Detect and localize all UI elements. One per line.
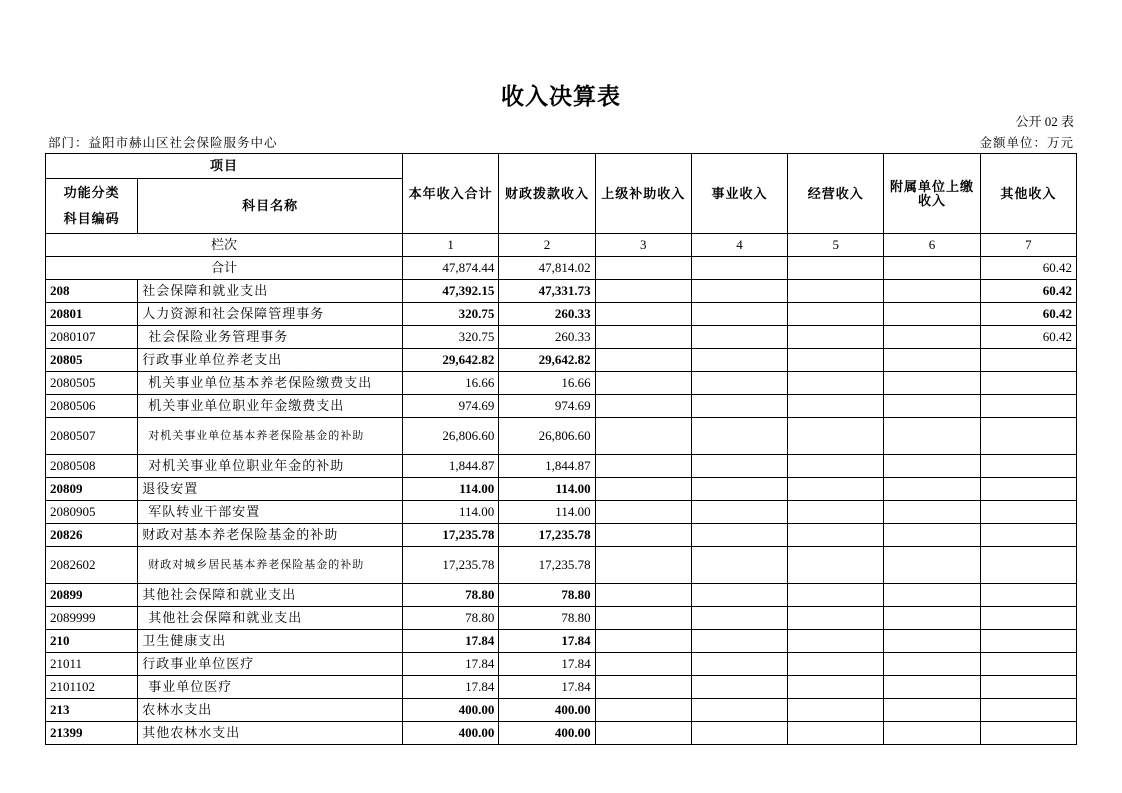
row-operating-income [788, 630, 884, 653]
row-superior-subsidy [595, 607, 691, 630]
row-code: 20805 [46, 349, 138, 372]
row-business-income [691, 372, 787, 395]
row-subject-name: 其他社会保障和就业支出 [138, 584, 403, 607]
row-fiscal-appropriation: 26,806.60 [499, 418, 595, 455]
row-other-income [980, 395, 1076, 418]
table-row [46, 722, 1077, 745]
row-business-income [691, 524, 787, 547]
row-business-income [691, 676, 787, 699]
header-row-1 [46, 154, 1077, 179]
row-operating-income [788, 349, 884, 372]
row-other-income: 60.42 [980, 326, 1076, 349]
row-fiscal-appropriation: 47,331.73 [499, 280, 595, 303]
row-total-income: 400.00 [403, 722, 499, 745]
row-business-income [691, 418, 787, 455]
column-index-3: 3 [595, 234, 691, 257]
row-total-income: 29,642.82 [403, 349, 499, 372]
row-code: 20809 [46, 478, 138, 501]
header-subject-name: 科目名称 [138, 179, 403, 234]
total-operating-income [788, 257, 884, 280]
row-superior-subsidy [595, 653, 691, 676]
row-subject-name: 机关事业单位职业年金缴费支出 [138, 395, 403, 418]
total-affiliated-payment [884, 257, 980, 280]
header-func-code-line2: 科目编码 [63, 211, 120, 226]
row-other-income [980, 455, 1076, 478]
row-business-income [691, 584, 787, 607]
row-subject-name: 其他农林水支出 [138, 722, 403, 745]
row-subject-name: 行政事业单位医疗 [138, 653, 403, 676]
row-affiliated-payment [884, 722, 980, 745]
row-code: 2080505 [46, 372, 138, 395]
row-other-income [980, 372, 1076, 395]
row-total-income: 17,235.78 [403, 524, 499, 547]
row-operating-income [788, 455, 884, 478]
row-fiscal-appropriation: 974.69 [499, 395, 595, 418]
column-index-5: 5 [788, 234, 884, 257]
row-total-income: 78.80 [403, 607, 499, 630]
department-label: 部门：益阳市赫山区社会保险服务中心 [48, 135, 278, 150]
row-superior-subsidy [595, 524, 691, 547]
row-superior-subsidy [595, 455, 691, 478]
row-fiscal-appropriation: 114.00 [499, 478, 595, 501]
row-operating-income [788, 547, 884, 584]
row-total-income: 974.69 [403, 395, 499, 418]
row-affiliated-payment [884, 455, 980, 478]
row-total-income: 78.80 [403, 584, 499, 607]
row-subject-name: 军队转业干部安置 [138, 501, 403, 524]
row-business-income [691, 699, 787, 722]
header-fiscal-appropriation: 财政拨款收入 [499, 154, 595, 234]
row-superior-subsidy [595, 303, 691, 326]
row-business-income [691, 280, 787, 303]
total-fiscal-appropriation: 47,814.02 [499, 257, 595, 280]
row-code: 2089999 [46, 607, 138, 630]
row-fiscal-appropriation: 1,844.87 [499, 455, 595, 478]
row-operating-income [788, 653, 884, 676]
row-affiliated-payment [884, 395, 980, 418]
table-row [46, 699, 1077, 722]
row-business-income [691, 630, 787, 653]
row-superior-subsidy [595, 699, 691, 722]
row-other-income [980, 699, 1076, 722]
table-row [46, 630, 1077, 653]
row-total-income: 320.75 [403, 303, 499, 326]
row-code: 20801 [46, 303, 138, 326]
total-other-income: 60.42 [980, 257, 1076, 280]
row-fiscal-appropriation: 17,235.78 [499, 524, 595, 547]
row-affiliated-payment [884, 676, 980, 699]
row-other-income: 60.42 [980, 280, 1076, 303]
row-fiscal-appropriation: 114.00 [499, 501, 595, 524]
row-affiliated-payment [884, 699, 980, 722]
row-subject-name: 财政对城乡居民基本养老保险基金的补助 [138, 547, 403, 584]
row-subject-name: 社会保障和就业支出 [138, 280, 403, 303]
total-superior-subsidy [595, 257, 691, 280]
header-business-income: 事业收入 [691, 154, 787, 234]
row-affiliated-payment [884, 418, 980, 455]
total-business-income [691, 257, 787, 280]
row-code: 208 [46, 280, 138, 303]
row-business-income [691, 547, 787, 584]
row-business-income [691, 501, 787, 524]
row-operating-income [788, 722, 884, 745]
row-operating-income [788, 326, 884, 349]
header-func-code [46, 179, 138, 234]
row-superior-subsidy [595, 395, 691, 418]
row-total-income: 16.66 [403, 372, 499, 395]
row-fiscal-appropriation: 17.84 [499, 653, 595, 676]
row-affiliated-payment [884, 349, 980, 372]
row-superior-subsidy [595, 372, 691, 395]
table-row [46, 326, 1077, 349]
row-code: 2082602 [46, 547, 138, 584]
row-subject-name: 对机关事业单位基本养老保险基金的补助 [138, 418, 403, 455]
table-row [46, 607, 1077, 630]
row-superior-subsidy [595, 478, 691, 501]
row-superior-subsidy [595, 584, 691, 607]
row-operating-income [788, 418, 884, 455]
row-code: 2080905 [46, 501, 138, 524]
row-subject-name: 对机关事业单位职业年金的补助 [138, 455, 403, 478]
row-other-income [980, 478, 1076, 501]
row-fiscal-appropriation: 29,642.82 [499, 349, 595, 372]
row-subject-name: 退役安置 [138, 478, 403, 501]
table-row [46, 547, 1077, 584]
row-operating-income [788, 584, 884, 607]
row-code: 20899 [46, 584, 138, 607]
row-affiliated-payment [884, 607, 980, 630]
row-operating-income [788, 607, 884, 630]
row-business-income [691, 303, 787, 326]
header-affiliated-line2: 收入 [918, 192, 947, 208]
row-other-income [980, 418, 1076, 455]
row-affiliated-payment [884, 478, 980, 501]
header-item: 项目 [46, 154, 403, 179]
total-total-income: 47,874.44 [403, 257, 499, 280]
row-superior-subsidy [595, 280, 691, 303]
row-other-income [980, 676, 1076, 699]
row-total-income: 47,392.15 [403, 280, 499, 303]
row-business-income [691, 349, 787, 372]
row-operating-income [788, 676, 884, 699]
row-fiscal-appropriation: 16.66 [499, 372, 595, 395]
row-operating-income [788, 372, 884, 395]
header-superior-subsidy: 上级补助收入 [595, 154, 691, 234]
total-row [46, 257, 1077, 280]
header-affiliated-payment [884, 154, 980, 234]
row-operating-income [788, 395, 884, 418]
header-affiliated-line1: 附属单位上缴 [890, 178, 975, 194]
row-business-income [691, 395, 787, 418]
row-code: 2080507 [46, 418, 138, 455]
table-row [46, 349, 1077, 372]
table-body [46, 154, 1077, 745]
row-total-income: 1,844.87 [403, 455, 499, 478]
row-superior-subsidy [595, 676, 691, 699]
row-affiliated-payment [884, 524, 980, 547]
row-subject-name: 机关事业单位基本养老保险缴费支出 [138, 372, 403, 395]
row-other-income [980, 653, 1076, 676]
header-operating-income: 经营收入 [788, 154, 884, 234]
row-other-income [980, 349, 1076, 372]
row-code: 2080506 [46, 395, 138, 418]
row-business-income [691, 653, 787, 676]
row-operating-income [788, 501, 884, 524]
table-row [46, 280, 1077, 303]
page-title: 收入决算表 [501, 83, 621, 110]
row-superior-subsidy [595, 418, 691, 455]
row-code: 2080107 [46, 326, 138, 349]
row-code: 20826 [46, 524, 138, 547]
row-other-income [980, 524, 1076, 547]
row-affiliated-payment [884, 584, 980, 607]
row-subject-name: 行政事业单位养老支出 [138, 349, 403, 372]
row-affiliated-payment [884, 630, 980, 653]
row-affiliated-payment [884, 303, 980, 326]
form-number: 公开 02 表 [1015, 114, 1074, 129]
row-superior-subsidy [595, 326, 691, 349]
row-total-income: 320.75 [403, 326, 499, 349]
column-index-1: 1 [403, 234, 499, 257]
row-subject-name: 农林水支出 [138, 699, 403, 722]
row-operating-income [788, 524, 884, 547]
row-superior-subsidy [595, 501, 691, 524]
header-other-income: 其他收入 [980, 154, 1076, 234]
row-business-income [691, 326, 787, 349]
row-code: 21399 [46, 722, 138, 745]
row-total-income: 17.84 [403, 653, 499, 676]
row-business-income [691, 607, 787, 630]
row-code: 2080508 [46, 455, 138, 478]
row-other-income [980, 584, 1076, 607]
row-affiliated-payment [884, 326, 980, 349]
row-superior-subsidy [595, 722, 691, 745]
row-other-income [980, 722, 1076, 745]
row-other-income [980, 630, 1076, 653]
column-index-label: 栏次 [46, 234, 403, 257]
row-fiscal-appropriation: 400.00 [499, 699, 595, 722]
row-operating-income [788, 478, 884, 501]
row-total-income: 114.00 [403, 478, 499, 501]
column-index-row [46, 234, 1077, 257]
header-total-income: 本年收入合计 [403, 154, 499, 234]
row-superior-subsidy [595, 630, 691, 653]
table-row [46, 395, 1077, 418]
row-subject-name: 财政对基本养老保险基金的补助 [138, 524, 403, 547]
row-operating-income [788, 303, 884, 326]
income-final-accounts-table [45, 153, 1077, 745]
row-fiscal-appropriation: 400.00 [499, 722, 595, 745]
row-operating-income [788, 699, 884, 722]
row-code: 210 [46, 630, 138, 653]
row-business-income [691, 455, 787, 478]
row-fiscal-appropriation: 78.80 [499, 584, 595, 607]
column-index-4: 4 [691, 234, 787, 257]
row-other-income: 60.42 [980, 303, 1076, 326]
row-code: 21011 [46, 653, 138, 676]
table-row [46, 372, 1077, 395]
table-row [46, 303, 1077, 326]
row-affiliated-payment [884, 547, 980, 584]
row-affiliated-payment [884, 501, 980, 524]
row-code: 213 [46, 699, 138, 722]
row-subject-name: 其他社会保障和就业支出 [138, 607, 403, 630]
row-other-income [980, 607, 1076, 630]
total-label: 合计 [46, 257, 403, 280]
row-superior-subsidy [595, 349, 691, 372]
row-subject-name: 社会保险业务管理事务 [138, 326, 403, 349]
row-business-income [691, 722, 787, 745]
row-other-income [980, 501, 1076, 524]
row-affiliated-payment [884, 372, 980, 395]
row-fiscal-appropriation: 78.80 [499, 607, 595, 630]
row-total-income: 114.00 [403, 501, 499, 524]
row-total-income: 400.00 [403, 699, 499, 722]
row-total-income: 26,806.60 [403, 418, 499, 455]
table-row [46, 524, 1077, 547]
row-total-income: 17.84 [403, 630, 499, 653]
row-total-income: 17.84 [403, 676, 499, 699]
column-index-7: 7 [980, 234, 1076, 257]
row-superior-subsidy [595, 547, 691, 584]
row-other-income [980, 547, 1076, 584]
table-row [46, 676, 1077, 699]
column-index-2: 2 [499, 234, 595, 257]
row-fiscal-appropriation: 17.84 [499, 676, 595, 699]
row-subject-name: 事业单位医疗 [138, 676, 403, 699]
row-operating-income [788, 280, 884, 303]
table-row [46, 478, 1077, 501]
row-subject-name: 卫生健康支出 [138, 630, 403, 653]
table-row [46, 501, 1077, 524]
row-business-income [691, 478, 787, 501]
row-fiscal-appropriation: 17.84 [499, 630, 595, 653]
header-func-code-line1: 功能分类 [63, 185, 120, 200]
column-index-6: 6 [884, 234, 980, 257]
amount-unit-label: 金额单位：万元 [979, 135, 1074, 150]
row-fiscal-appropriation: 260.33 [499, 303, 595, 326]
row-code: 2101102 [46, 676, 138, 699]
row-affiliated-payment [884, 653, 980, 676]
row-fiscal-appropriation: 17,235.78 [499, 547, 595, 584]
row-fiscal-appropriation: 260.33 [499, 326, 595, 349]
row-total-income: 17,235.78 [403, 547, 499, 584]
row-affiliated-payment [884, 280, 980, 303]
table-row [46, 455, 1077, 478]
table-row [46, 653, 1077, 676]
table-row [46, 418, 1077, 455]
table-row [46, 584, 1077, 607]
row-subject-name: 人力资源和社会保障管理事务 [138, 303, 403, 326]
